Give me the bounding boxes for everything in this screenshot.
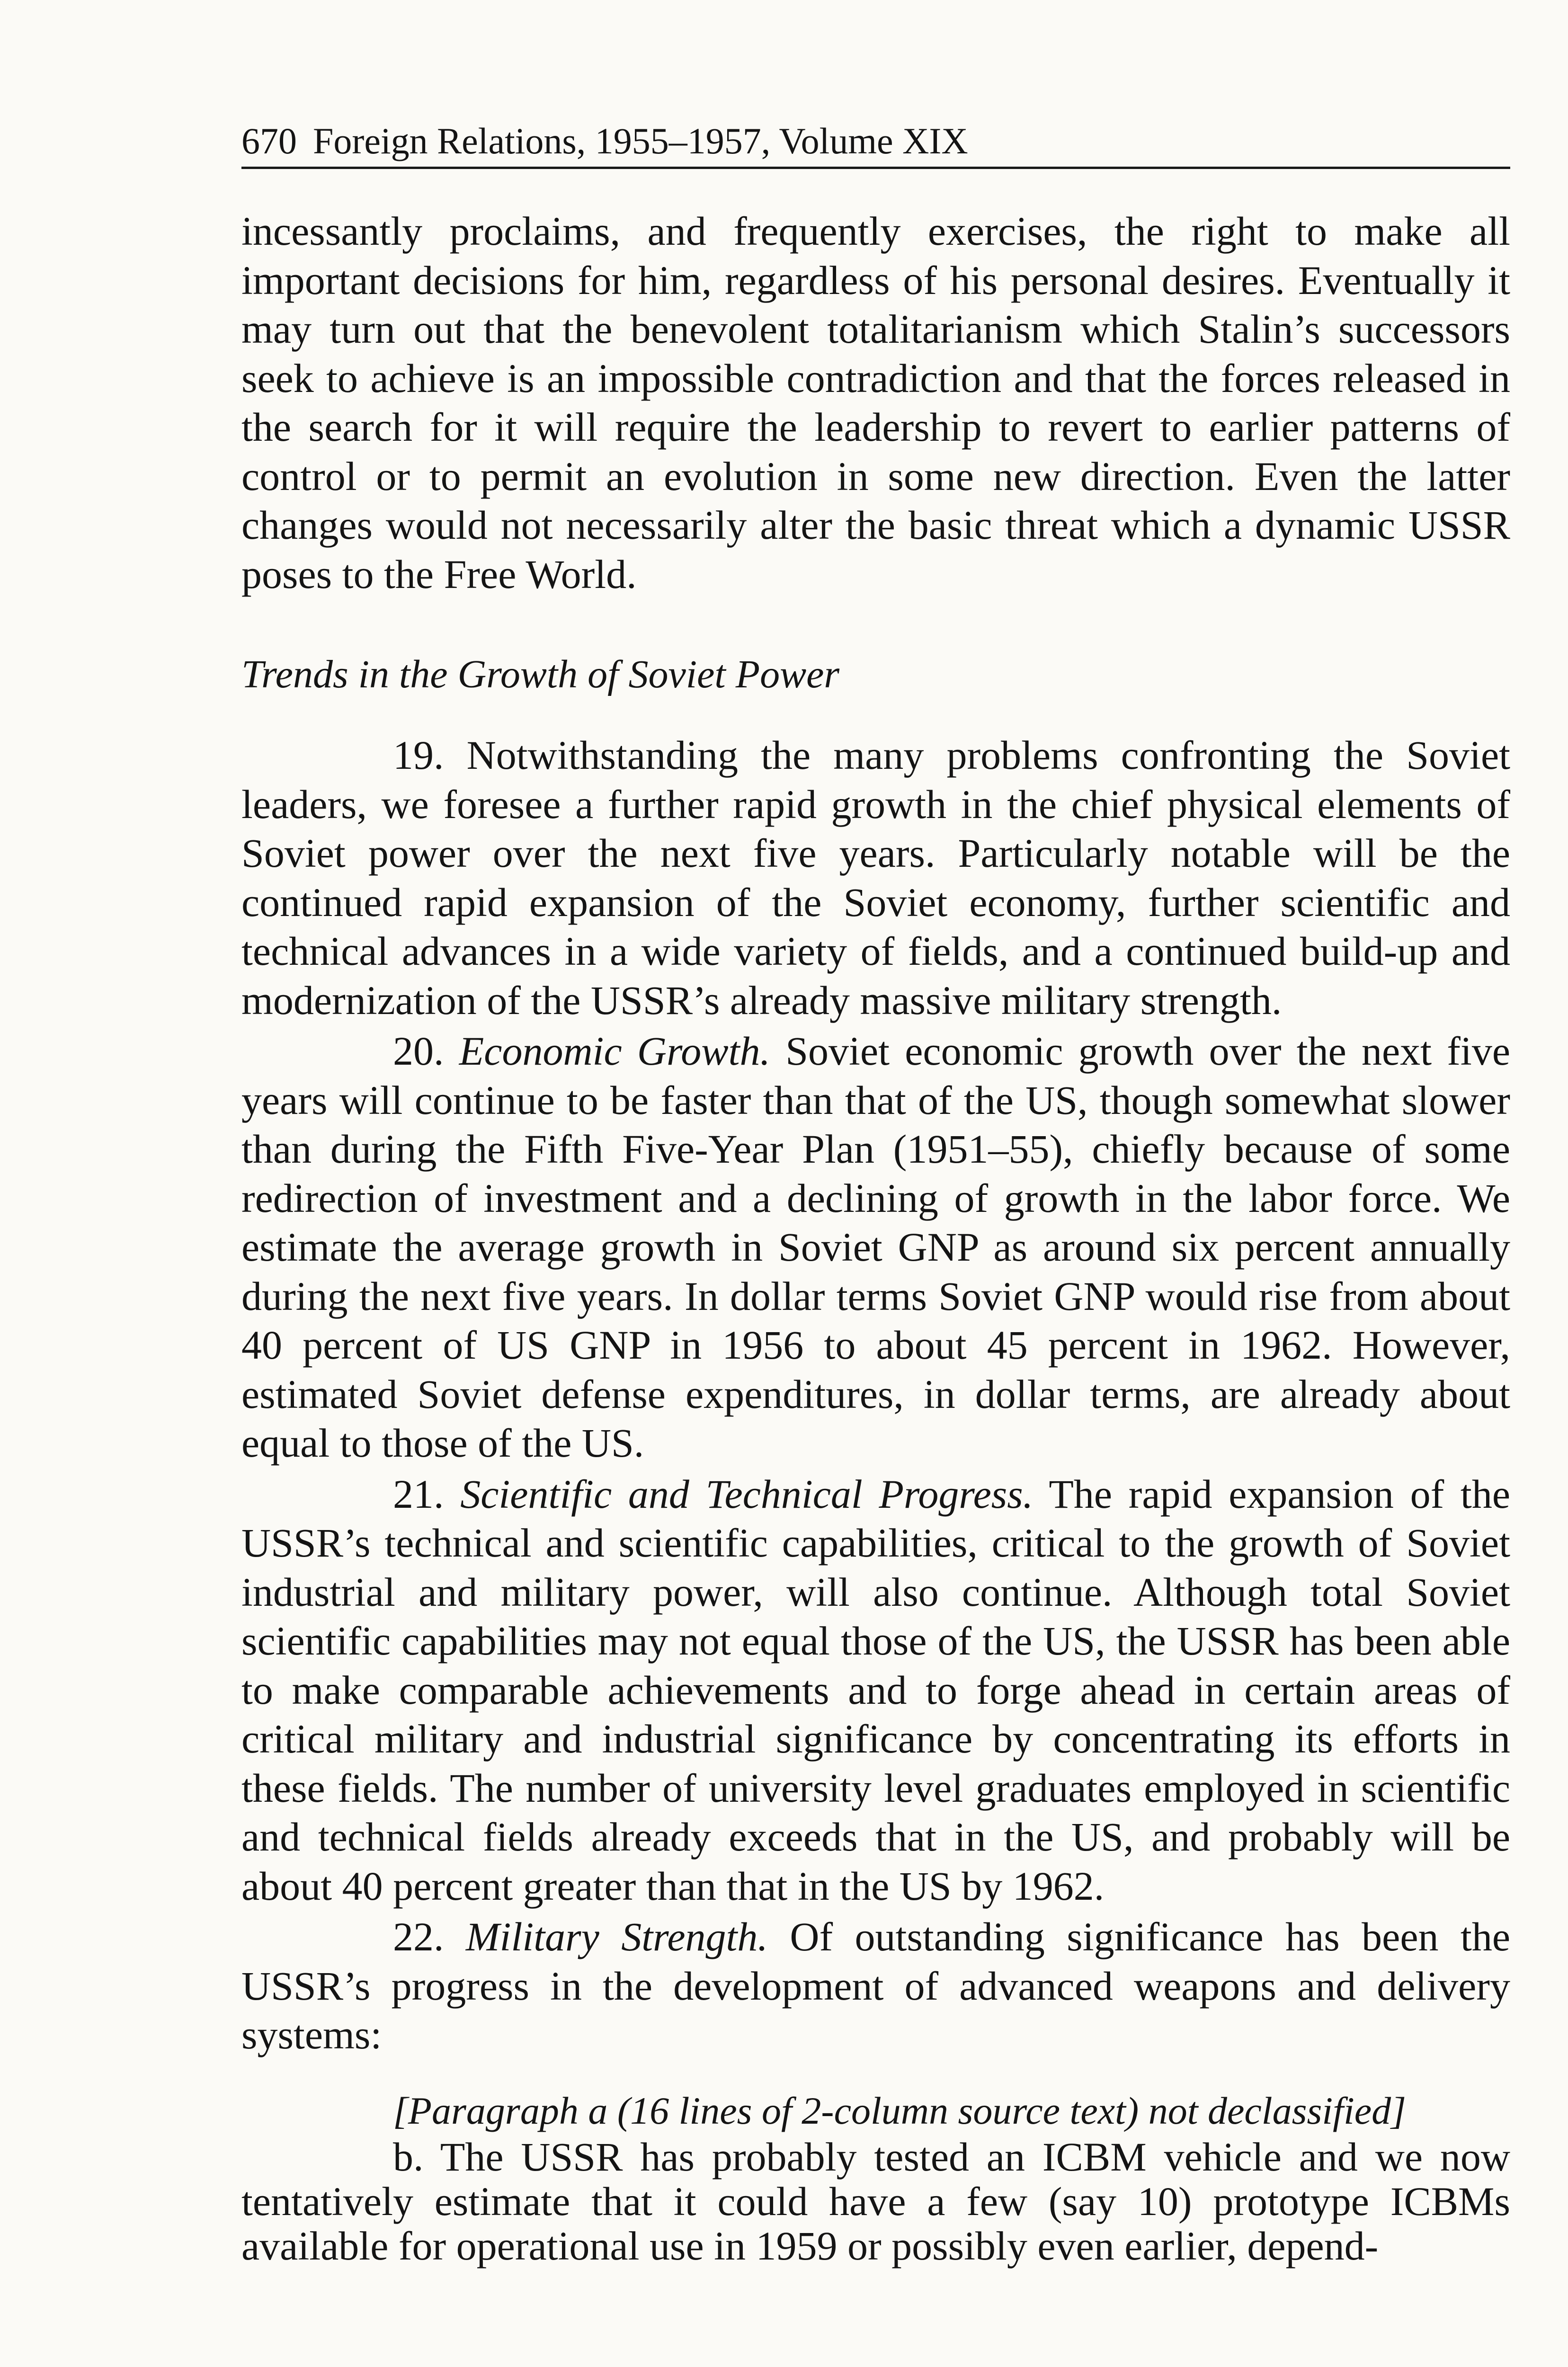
paragraph-number: 20. [393,1028,444,1074]
paragraph-text: The rapid expansion of the USSR’s technical and scientific capabilities, critical to the growth of Soviet industrial and military power, will also continue. Although total Soviet scientific capabilities may not equal those of the US, the USSR has been able to make comparable achievements and to forge ahead in certain areas of critical military and industrial significance by concentrating its efforts in these fields. The number of university level graduates employed in scientific and technical fields already exceeds that in the US, and probably will be about 40 percent greater than that in the US by 1962. [241,1471,1510,1909]
paragraph-19 [241,731,1510,1025]
subparagraph-b: b. The USSR has probably tested an ICBM vehicle and we now tentatively estimate that it could have a few (say 10) prototype ICBMs available for operational use in 1959 or possibly even earlier, depend- [241,2134,1510,2269]
paragraph-22 [241,1913,1510,2060]
paragraph-21 [241,1470,1510,1911]
document-page [241,118,1510,2268]
paragraph-lead: Military Strength. [465,1914,768,1959]
redaction-note: [Paragraph a (16 lines of 2-column source text) not declassified] [393,2089,1407,2132]
paragraph-number: 21. [393,1471,444,1517]
section-heading: Trends in the Growth of Soviet Power [241,652,840,696]
paragraph-lead: Scientific and Technical Progress. [460,1471,1033,1517]
running-header [241,118,1510,169]
paragraph-text: Soviet economic growth over the next five years will continue to be faster than that of the US, though somewhat slower than during the Fifth Five-Year Plan (1951–55), chiefly because of some redirection of investment and a declining of growth in the labor force. We estimate the average growth in Soviet GNP as around six percent annually during the next five years. In dollar terms Soviet GNP would rise from about 40 percent of US GNP in 1956 to about 45 percent in 1962. However, estimated Soviet defense expenditures, in dollar terms, are already about equal to those of the US. [241,1028,1510,1466]
paragraph-number: 22. [393,1914,444,1959]
intro-paragraph: incessantly proclaims, and frequently exercises, the right to make all important decisions for him, regardless of his personal desires. Eventually it may turn out that the benevolent totalitarianism which Stalin’s successors seek to achieve is an impossible contradiction and that the forces released in the search for it will require the leadership to revert to earlier patterns of control or to permit an evolution in some new direction. Even the latter changes would not necessarily alter the basic threat which a dynamic USSR poses to the Free World. [241,208,1510,597]
paragraph-20 [241,1027,1510,1468]
paragraph-number: 19. [393,732,444,778]
running-title: Foreign Relations, 1955–1957, Volume XIX [313,120,968,161]
paragraph-text: Of outstanding significance has been the USSR’s progress in the development of advanced weapons and delivery systems: [241,1914,1510,2057]
paragraph-lead: Economic Growth. [459,1028,770,1074]
page-number: 670 [241,120,297,161]
paragraph-text: Notwithstanding the many problems confronting the Soviet leaders, we foresee a further rapid growth in the chief physical elements of Soviet power over the next five years. Particularly notable will be the continued rapid expansion of the Soviet economy, further scientific and technical advances in a wide variety of fields, and a continued build-up and modernization of the USSR’s already massive military strength. [241,732,1511,1023]
